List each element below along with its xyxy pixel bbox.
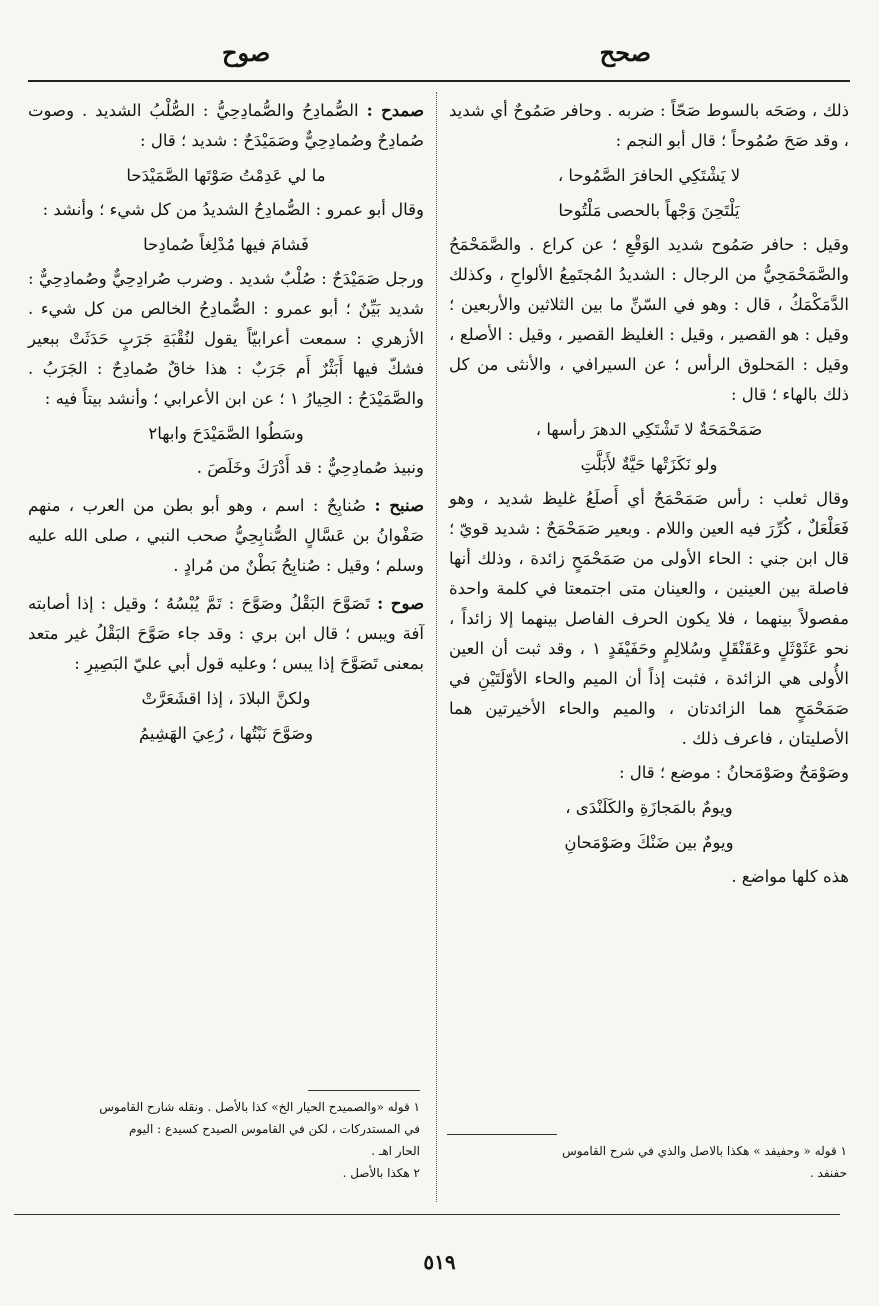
top-rule (28, 80, 850, 82)
footnote-rule-right (447, 1134, 557, 1135)
entry-samdah (28, 96, 424, 156)
headword: صنبح : (374, 496, 425, 515)
verse-line: ويومٌ بين ضَنْكَ وصَوْمَحانِ (564, 833, 734, 852)
footnotes-right (452, 1140, 847, 1184)
verse-line: صَمَحْمَحَةٌ لا تَشْتَكِي الدهرَ رأسها ، (535, 420, 763, 439)
verse-line: ولكنَّ البلادَ ، إذا اقشَعَرَّتْ (141, 689, 311, 708)
footnote: في المستدركات ، لكن في القاموس الصيدح كسيدع : اليوم (129, 1122, 420, 1136)
right-column (449, 96, 849, 896)
footnote-rule-left (308, 1090, 420, 1091)
entry-sawh (28, 589, 424, 679)
verse-line: وسَطُوا الصَّمَيْدَحَ وابها٢ (148, 424, 304, 443)
column-divider (436, 92, 437, 1202)
page-number: ٥١٩ (423, 1250, 456, 1274)
verse-line: فَشامَ فيها مُدْلِغاً صُمادِحا (143, 235, 309, 254)
entry-sanbah (28, 491, 424, 581)
entry-text: صُنابِحٌ : اسم ، وهو أبو بطن من العرب ، منهم صَفْوانُ بن عَسَّالٍ الصُّنابِحِيُّ صحب النبي ، صلى الله عليه وسلم ؛ وقيل : صُنابِحُ بَطْنٌ من مُرادٍ . (28, 496, 424, 575)
paragraph: هذه كلها مواضع . (731, 867, 849, 886)
verse-line: ولو نَكَزَتْها حَيَّةٌ لأَبَلَّتِ (580, 455, 718, 474)
footnote: حفنفد . (809, 1166, 847, 1180)
paragraph: وقيل : حافر صَمُوح شديد الوَقْعِ ؛ عن كراع . والصَّمَحْمَحُ والصَّمَحْمَحِيُّ من الرجال : الشديدُ المُجتَمِعُ الألواحِ ، وكذلك الدَّمَكْمَكُ ، قال : وهو في السّنِّ ما بين الثلاثين والأربعين ؛ وقيل : هو القصير ، وقيل : الغليظ القصير ، وقيل : الأصلع ، وقيل : المَحلوق الرأس ؛ عن السيرافي ، والأنثى من كل ذلك بالهاء ؛ قال : (449, 235, 849, 404)
verse-line: ما لي عَدِمْتُ صَوْتَها الصَّمَيْدَحا (126, 166, 326, 185)
footnote: ١ قوله «والصميدح الحيار الخ» كذا بالأصل . ونقله شارح القاموس (99, 1100, 420, 1114)
verse-line: وصَوَّحَ نَبْتُها ، رُعِيَ الهَشِيمُ (138, 724, 314, 743)
paragraph: ورجل صَمَيْدَحٌ : صُلْبٌ شديد . وضرب صُرادِحِيٌّ وصُمادِحِيٌّ : شديد بَيِّنٌ ؛ أبو عمرو : الصُّمادِحُ الخالص من كل شيء . الأزهري : سمعت أعرابيّاً يقول لنُقْبَةِ جَرَبٍ حَدَثَتْ ببعير فشكّ فيها أَبَثْرٌ أَم جَرَبٌ : هذا خاقٌ صُمادِحٌ : الجَرَبُ . والصَّمَيْدَحُ : الحِيارُ ١ ؛ عن ابن الأعرابي ؛ وأنشد بيتاً فيه : (28, 269, 424, 408)
footnotes-left (30, 1096, 420, 1184)
left-column (28, 96, 424, 753)
footnote: الحار اهـ . (371, 1144, 420, 1158)
running-head-left: صوح (222, 38, 271, 67)
running-head (0, 38, 879, 78)
entry-text: الصُّمادِحُ والصُّمادِحِيُّ : الصُّلْبُ الشديد . وصوت صُمادِحٌ وصُمادِحِيٌّ وصَمَيْدَحٌ : شديد ؛ قال : (28, 101, 424, 150)
footnote: ١ قوله « وحفيفد » هكذا بالاصل والذي في شرح القاموس (562, 1144, 847, 1158)
verse-line: ويومٌ بالمَجازَةِ والكَلَنْدَى ، (565, 798, 733, 817)
verse-line: لا يَشْتَكِي الحافرَ الصَّمُوحا ، (557, 166, 741, 185)
headword: صوح : (377, 594, 424, 613)
paragraph: وقال أبو عمرو : الصُّمادِحُ الشديدُ من كل شيء ؛ وأنشد : (42, 200, 424, 219)
footnote: ٢ هكذا بالأصل . (342, 1166, 420, 1180)
entry-text: تَصَوَّحَ البَقْلُ وصَوَّحَ : تَمَّ يُبْسُهُ ؛ وقيل : إذا أصابته آفة ويبس ؛ قال ابن بري : وقد جاء صَوَّحَ البَقْلُ غير متعد بمعنى تَصَوَّحَ إذا يبس ؛ وعليه قول أبي عليّ البَصِيرِ : (28, 594, 424, 673)
verse-line: يَلْتَحِنَ وَجْهاً بالحصى مَلْتُوحا (558, 201, 740, 220)
paragraph: ونبيذ صُمادِحِيٌّ : قد أَدْرَكَ وخَلَصَ . (196, 458, 424, 477)
paragraph: وقال ثعلب : رأس صَمَحْمَحٌ أي أَصلَعُ غليظ شديد ، وهو فَعَلْعَلٌ ، كُرِّرَ فيه العين واللام . وبعير صَمَحْمَحٌ : شديد قويّ ؛ قال ابن جني : الحاء الأولى من صَمَحْمَحٍ زائدة ، وذلك أنها فاصلة بين العينين ، والعينان متى اجتمعتا في كلمة واحدة مفصولاً بينهما ، فلا يكون الحرف الفاصل بينهما إلا زائداً ، نحو عَثَوْثَلٍ وعَقَنْقَلٍ وسُلالِمٍ وحَفَيْفَدٍ ١ ، وقد ثبت أن العين الأُولى هي الزائدة ، فثبت إذاً أن الميم والحاء الأوّلَتَيْنِ في صَمَحْمَحٍ هما الزائدتان ، والميم والحاء الأخيرتين هما الأصليتان ، فاعرف ذلك . (449, 489, 849, 748)
bottom-rule (14, 1214, 840, 1215)
paragraph: ذلك ، وصَحَه بالسوط صَحّاً : ضربه . وحافر صَمُوحٌ أي شديد ، وقد صَحَ صُمُوحاً ؛ قال أبو النجم : (449, 101, 849, 150)
paragraph: وصَوْمَحٌ وصَوْمَحانُ : موضع ؛ قال : (618, 763, 849, 782)
running-head-right: صحح (599, 38, 651, 67)
headword: صمدح : (366, 101, 424, 120)
